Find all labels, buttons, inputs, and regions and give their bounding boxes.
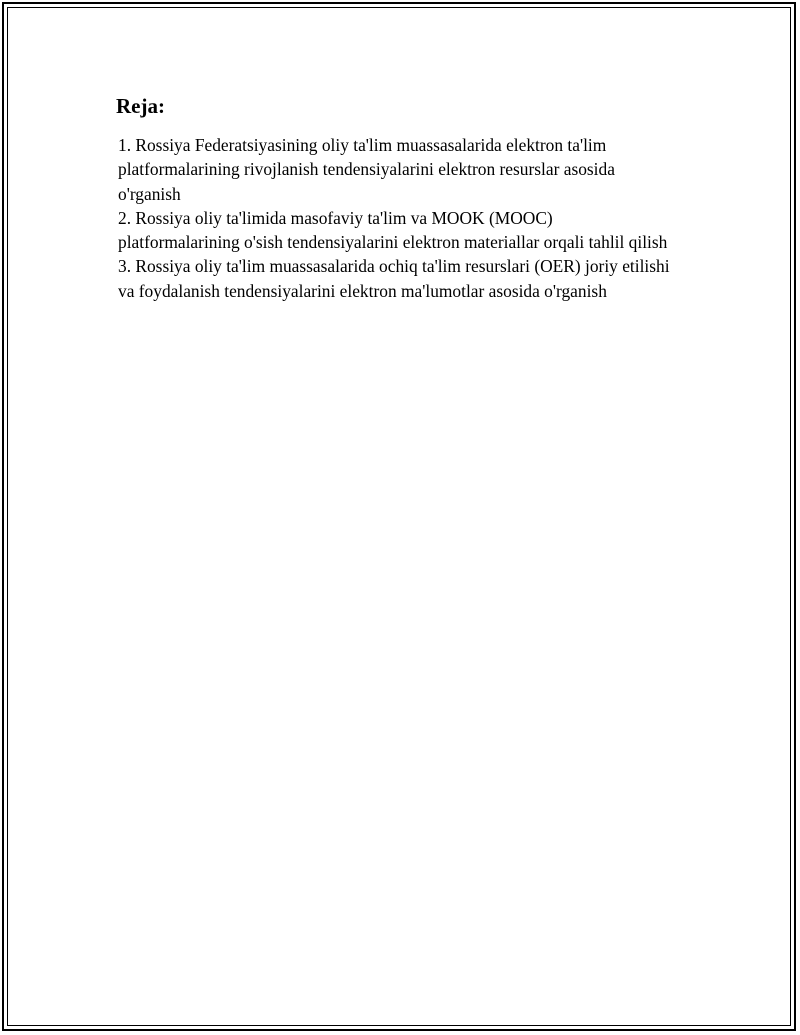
plan-item-3: 3. Rossiya oliy ta'lim muassasalarida ochiq ta'lim resurslari (OER) joriy etilishi va foydalanish tendensiyalarini elektron ma'lumotlar asosida o'rganish [118, 256, 670, 301]
plan-list [114, 133, 674, 303]
plan-item-2: 2. Rossiya oliy ta'limida masofaviy ta'lim va MOOK (MOOC) platformalarining o'sish tendensiyalarini elektron materiallar orqali tahlil qilish [118, 207, 668, 253]
plan-item-1: 1. Rossiya Federatsiyasining oliy ta'lim muassasalarida elektron ta'lim platformalarining rivojlanish tendensiyalarini elektron resurslar asosida o'rganish [118, 135, 615, 204]
plan-heading: Reja: [116, 94, 165, 118]
document-body [114, 92, 674, 303]
